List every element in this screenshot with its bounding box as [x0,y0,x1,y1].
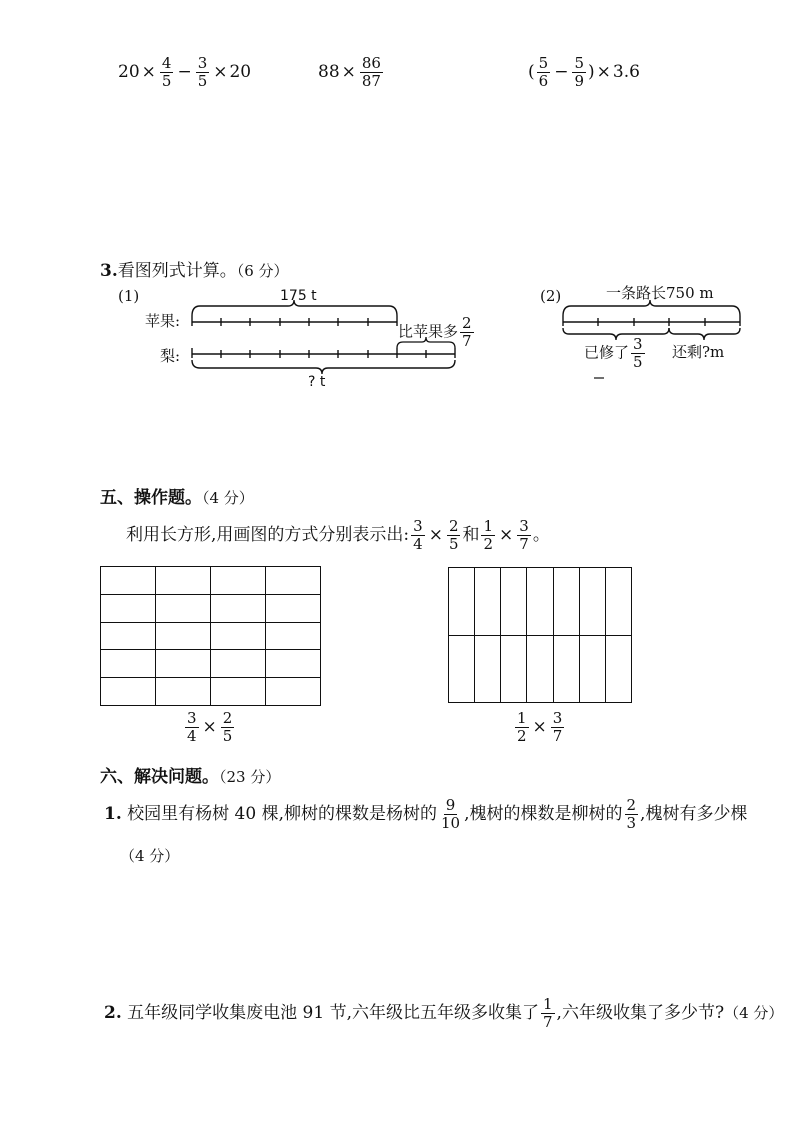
problem-text: ,槐树有多少棵 [640,804,748,824]
paren: ( [528,62,535,82]
fraction: $\frac{2}{7}$ [462,314,472,350]
section-title: 五、操作题。 [100,488,202,508]
problem-text: ,六年级收集了多少节? [556,1003,725,1023]
remain-brace [669,328,740,340]
road-top-brace [563,300,740,316]
operator: × [532,717,547,737]
done-brace [563,328,669,340]
problem-number: 1. [104,804,122,824]
apple-label: 苹果: [145,312,181,330]
fraction: $\frac{2}{3}$ [626,797,637,832]
remain-label: 还剩?m [672,343,725,361]
rectangle-2-caption [513,710,566,745]
road-length-label: 一条路长750 m [606,284,714,302]
operator: × [202,717,217,737]
done-label: 已修了 $\frac{3}{5}$ [584,335,643,371]
problem-text: 校园里有杨树 40 棵,柳树的棵数是杨树的 [127,804,437,824]
fraction: $\frac{3}{4}$ [413,517,423,553]
fraction: $\frac{9}{10}$ [441,797,461,832]
problem-2 [104,996,800,1031]
problem-1 [104,797,800,832]
problem-number: 2. [104,1003,122,1023]
unknown-total-label: ? t [308,374,326,390]
fraction: $\frac{3}{5}$ [197,54,208,90]
number: 20 [118,62,140,82]
operator: − [554,62,569,82]
section-title: 六、解决问题。 [100,767,219,787]
operator: × [213,62,228,82]
score-label: （4 分） [202,489,254,507]
diagram-1-label: (1) [118,287,140,305]
number: 3.6 [612,62,640,82]
fraction: $\frac{1}{7}$ [543,996,553,1031]
fraction: $\frac{5}{9}$ [574,54,584,90]
operator: − [177,62,192,82]
score-label: （4 分） [724,1004,784,1022]
fraction: $\frac{2}{5}$ [222,709,233,745]
fraction: $\frac{3}{7}$ [519,517,529,553]
score-label: （23 分） [219,768,281,786]
road-ticks [563,316,740,326]
top-value-label: 175 t [280,288,317,304]
fraction: $\frac{5}{6}$ [538,54,549,90]
fraction: $\frac{3}{5}$ [633,335,643,371]
rectangle-grid-1[interactable] [100,566,321,706]
fraction: $\frac{86}{87}$ [361,54,381,90]
more-than-apple-label: 比苹果多 $\frac{2}{7}$ [398,314,472,350]
fraction: $\frac{3}{7}$ [552,709,563,745]
operator: × [499,525,514,545]
operator: × [341,62,356,82]
operator: × [141,62,156,82]
diagram-2-label: (2) [540,287,562,305]
conjunction: 和 [462,525,480,545]
operator: × [596,62,611,82]
problem-1-score: （4 分） [120,847,180,865]
fraction: $\frac{4}{5}$ [161,54,172,90]
punctuation: 。 [532,525,550,545]
rectangle-grid-2[interactable] [448,567,632,703]
score-label: （6 分） [236,262,289,280]
section-6-heading [100,762,280,787]
number: 20 [229,62,252,82]
pear-label: 梨: [160,347,181,365]
problem-text: ,槐树的棵数是柳树的 [464,804,623,824]
fraction: $\frac{2}{5}$ [448,517,459,553]
instruction-text: 利用长方形,用画图的方式分别表示出: [126,525,410,545]
question-number: 3. [100,261,118,281]
operator: × [428,525,443,545]
number: 88 [318,62,340,82]
problem-text: 五年级同学收集废电池 91 节,六年级比五年级多收集了 [127,1003,539,1023]
question-text: 看图列式计算。 [117,261,237,281]
fraction: $\frac{1}{2}$ [483,517,494,553]
rectangle-1-caption [183,710,236,745]
fraction: $\frac{1}{2}$ [517,709,527,745]
section-5-heading [100,483,254,508]
paren: ) [587,62,595,82]
fraction: $\frac{3}{4}$ [187,709,197,745]
section-5-instruction [126,518,550,553]
